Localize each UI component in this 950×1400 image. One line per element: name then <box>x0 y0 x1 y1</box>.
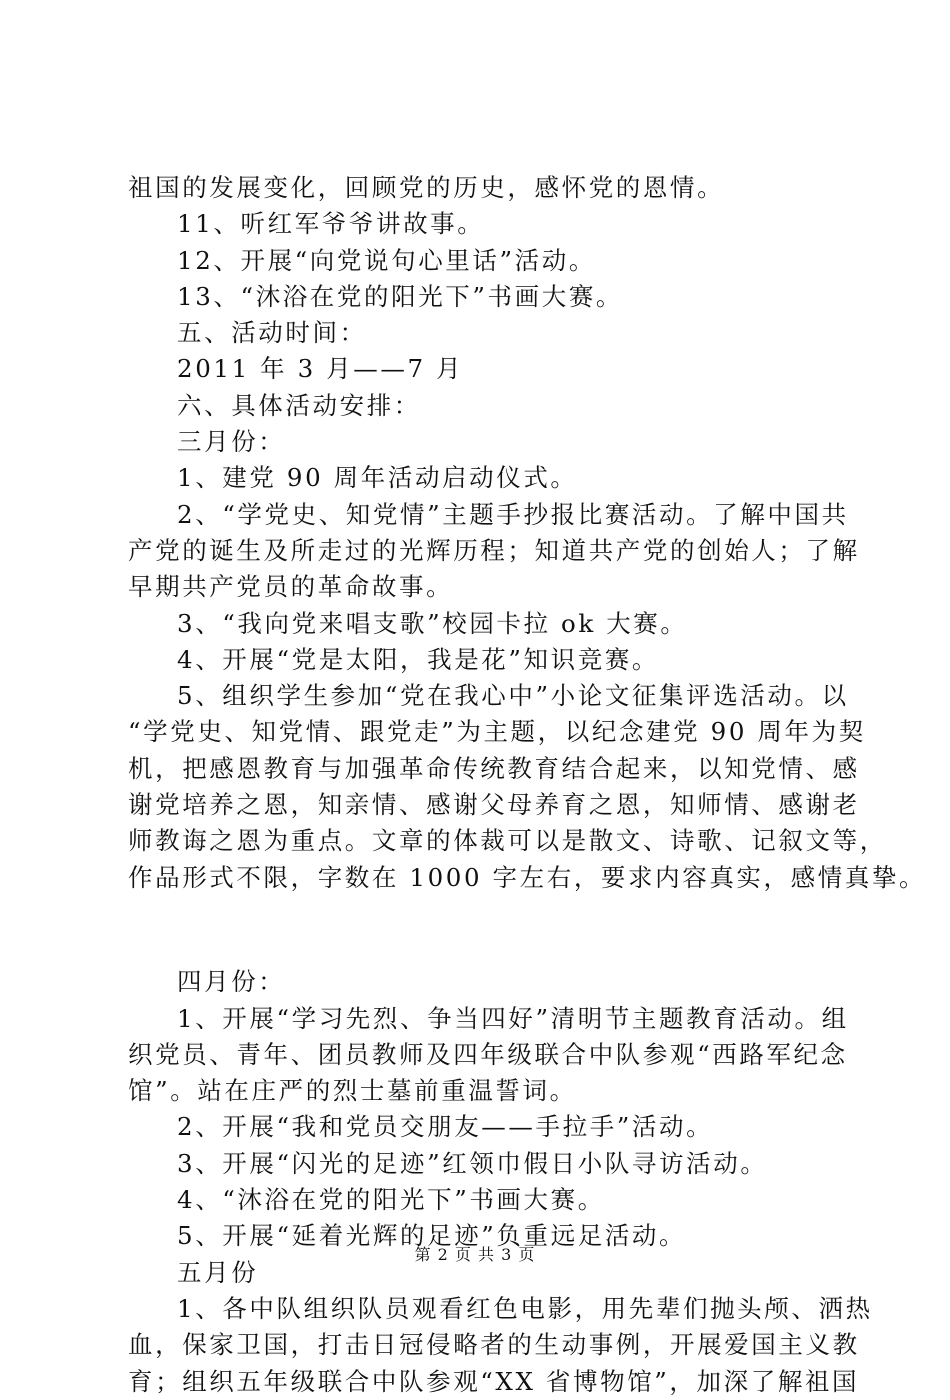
document-line: 2、“学党史、知党情”主题手抄报比赛活动。了解中国共 <box>177 499 849 529</box>
document-line: 作品形式不限，字数在 1000 字左右，要求内容真实，感情真挚。 <box>128 862 927 892</box>
document-line: 4、“沐浴在党的阳光下”书画大赛。 <box>177 1185 605 1215</box>
document-line: 馆”。站在庄严的烈士墓前重温誓词。 <box>128 1076 577 1106</box>
document-line: 六、具体活动安排： <box>177 390 421 420</box>
document-line: 2011 年 3 月——7 月 <box>177 354 464 384</box>
document-line: 产党的诞生及所走过的光辉历程；知道共产党的创始人；了解 <box>128 535 860 565</box>
document-line: 4、开展“党是太阳，我是花”知识竞赛。 <box>177 644 660 674</box>
document-line: 五月份 <box>177 1257 259 1287</box>
document-line: 1、各中队组织队员观看红色电影，用先辈们抛头颅、洒热 <box>177 1293 873 1323</box>
document-line: 五、活动时间： <box>177 318 367 348</box>
document-line: 育；组织五年级联合中队参观“XX 省博物馆”，加深了解祖国 <box>128 1366 860 1396</box>
document-line: 血，保家卫国，打击日冠侵略者的生动事例，开展爱国主义教 <box>128 1330 860 1360</box>
document-line: 12、开展“向党说句心里话”活动。 <box>177 245 596 275</box>
document-line: 三月份： <box>177 427 286 457</box>
document-line: 13、“沐浴在党的阳光下”书画大赛。 <box>177 281 624 311</box>
document-line: 师教诲之恩为重点。文章的体裁可以是散文、诗歌、记叙文等， <box>128 826 887 856</box>
document-line: 5、开展“延着光辉的足迹”负重远足活动。 <box>177 1221 687 1251</box>
blank-line <box>128 912 838 948</box>
document-line: “学党史、知党情、跟党走”为主题，以纪念建党 90 周年为契 <box>128 717 866 747</box>
document-line: 3、开展“闪光的足迹”红领巾假日小队寻访活动。 <box>177 1148 768 1178</box>
document-line: 四月份： <box>177 967 286 997</box>
document-line: 祖国的发展变化，回顾党的历史，感怀党的恩情。 <box>128 173 725 202</box>
document-body <box>128 170 927 1400</box>
document-line: 2、开展“我和党员交朋友——手拉手”活动。 <box>177 1112 714 1142</box>
document-line: 1、开展“学习先烈、争当四好”清明节主题教育活动。组 <box>177 1003 849 1033</box>
document-line: 11、听红军爷爷讲故事。 <box>177 209 485 239</box>
document-line: 机，把感恩教育与加强革命传统教育结合起来，以知党情、感 <box>128 753 860 783</box>
document-line: 3、“我向党来唱支歌”校园卡拉 ok 大赛。 <box>177 608 688 638</box>
document-line: 1、建党 90 周年活动启动仪式。 <box>177 463 578 493</box>
document-line: 5、组织学生参加“党在我心中”小论文征集评选活动。以 <box>177 681 849 711</box>
page-footer: 第 2 页 共 3 页 <box>414 1245 536 1264</box>
document-line: 早期共产党员的革命故事。 <box>128 572 454 602</box>
document-line: 织党员、青年、团员教师及四年级联合中队参观“西路军纪念 <box>128 1039 848 1069</box>
document-line: 谢党培养之恩，知亲情、感谢父母养育之恩，知师情、感谢老 <box>128 790 860 820</box>
